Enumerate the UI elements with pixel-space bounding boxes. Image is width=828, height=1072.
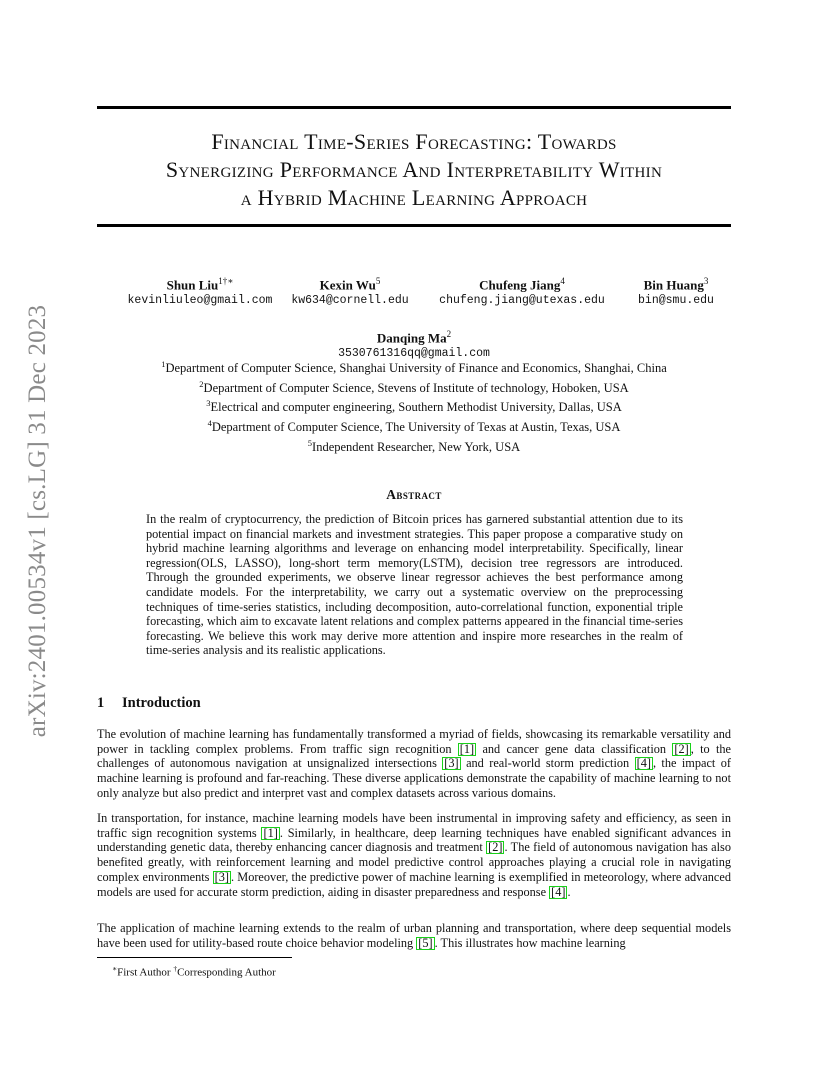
author-affiliation-marks: 4 [560,276,565,286]
title-rule-bottom [97,224,731,227]
affiliation-list [100,357,728,455]
abstract-text: In the realm of cryptocurrency, the prediction of Bitcoin prices has garnered substantial attention due to its potential impact on financial markets and investment strategies. This paper propose a comparative study on hybrid machine learning algorithms and leverage on enhancing model interpretability. Specifically, linear regression(OLS, LASSO), long-short term memory(LSTM), decision tree regressors are introduced. Through the grounded experiments, we observe linear regressor achieves the best performance among candidate models. For the interpretability, we carry out a systematic overview on the preprocessing techniques of time-series statistics, including decomposition, auto-correlational function, exponential triple forecasting, which aim to excavate latent relations and complex patterns appeared in the financial time-series forecasting. We believe this work may derive more attention and inspire more researches in the realm of time-series analysis and its realistic applications. [146,512,683,658]
footnote-rule [97,957,292,958]
citation-link[interactable]: [4] [551,884,566,899]
affiliation-line: $^2$Department of Computer Science, Stevens of Institute of technology, Hoboken, USA [199,378,629,395]
author-name: Bin Huang$^3$ [643,276,709,293]
section-title: Introduction [122,695,201,711]
author-name: Chufeng Jiang$^4$ [479,276,565,293]
author-name: Danqing Ma$^2$ [376,329,452,346]
citation-link[interactable]: [1] [459,741,475,756]
affiliation-line: $^4$Department of Computer Science, The University of Texas at Austin, Texas, USA [207,417,621,435]
author-block [624,273,728,309]
author-affiliation-marks: 5 [375,276,381,286]
author-email[interactable]: kevinliuleo@gmail.com [127,294,273,308]
citation-link[interactable]: [2] [488,840,503,855]
footnote: ∗First Author †Corresponding Author [112,964,276,979]
affiliation-line: $^1$Department of Computer Science, Shanghai University of Finance and Economics, Shanghai, China [161,359,667,376]
body-paragraph: The evolution of machine learning has fundamentally transformed a myriad of fields, showcasing its remarkable versatility and power in tackling complex problems. From traffic sign recognition [1] and cancer gene data classification [2] , to the challenges of autonomous navigation at unsignalized intersections [3] and real-world storm prediction [4] , the impact of machine learning is profound and far-reaching. These diverse applications demonstrate the capability of machine learning to not only analyze but also predict and interpret vast and complex datasets across various domains. [97,727,732,800]
title-line-2: Synergizing Performance And Interpretability Within [165,157,663,182]
citation-link[interactable]: [1] [263,825,278,840]
title-rule-top [97,106,731,109]
author-block [284,273,416,309]
citation-link[interactable]: [3] [444,756,459,771]
author-block [100,273,300,309]
author-affiliation-marks: 3 [703,276,709,286]
body-paragraph: In transportation, for instance, machine learning models have been instrumental in improving safety and efficiency, as seen in traffic sign recognition systems [1] . Similarly, in healthcare, deep learning techniques have enabled significant advances in understanding genetic data, thereby enhancing cancer diagnosis and treatment [2] . The field of autonomous navigation has also benefited greatly, with reinforcement learning and model predictive control approaches playing a crucial role in navigating complex environments [3] . Moreover, the predictive power of machine learning is exemplified in meteorology, where advanced models are used for accurate storm prediction, aiding in disaster preparedness and response [4] . [97,811,731,899]
author-name: Shun Liu$^{1\dagger∗}$ [166,276,234,293]
author-affiliation-marks: 1†∗ [218,276,234,286]
affiliation-line: $^3$Electrical and computer engineering, Southern Methodist University, Dallas, USA [206,398,622,415]
section-number: 1 [97,695,105,711]
citation-link[interactable]: [2] [674,741,689,756]
affiliation-line: $^5$Independent Researcher, New York, USA [307,437,521,454]
body-paragraph: The application of machine learning extends to the realm of urban planning and transportation, where deep sequential models have been used for utility-based route choice behavior modeling [5] . This illustrates how machine learning [97,921,731,950]
author-name: Kexin Wu$^5$ [319,276,381,293]
citation-link[interactable]: [4] [636,756,651,771]
title-line-3: a Hybrid Machine Learning Approach [240,185,588,210]
arxiv-identifier-text: arXiv:2401.00534v1 [cs.LG] 31 Dec 2023 [24,304,51,738]
citation-link[interactable]: [3] [214,869,229,884]
title-line-1: Financial Time-Series Forecasting: Towards [211,129,617,154]
author-email[interactable]: 3530761316qq@gmail.com [338,347,490,361]
author-email[interactable]: chufeng.jiang@utexas.edu [439,294,605,308]
paper-title [90,128,738,212]
author-email[interactable]: kw634@cornell.edu [291,294,409,308]
abstract-heading: Abstract [386,487,442,502]
author-block [428,273,616,309]
arxiv-identifier-stamp [8,286,68,756]
citation-link[interactable]: [5] [418,935,433,950]
section-heading-introduction [97,695,201,712]
author-email[interactable]: bin@smu.edu [638,294,714,308]
author-affiliation-marks: 2 [446,329,452,339]
